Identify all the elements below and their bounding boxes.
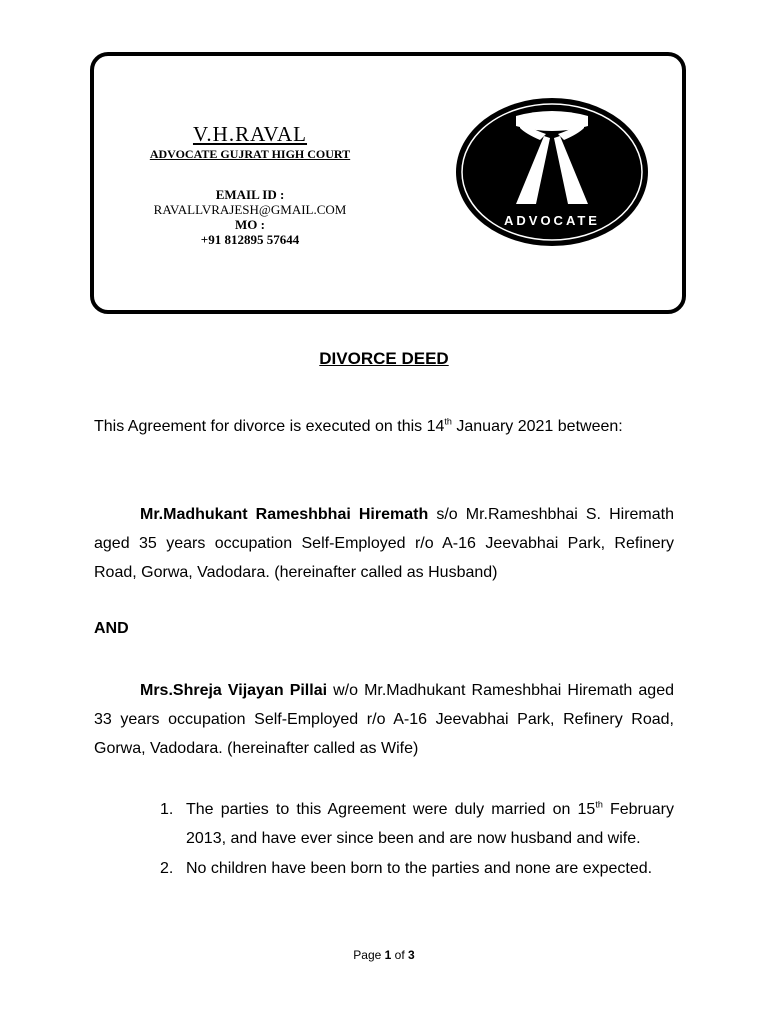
intro-date-suffix: th [444, 416, 452, 427]
list-item-text: No children have been born to the parties and none are expected. [186, 860, 653, 877]
contact-block [124, 187, 376, 247]
mobile-label: MO : [235, 217, 265, 232]
advocate-name: V.H.RAVAL [192, 122, 308, 146]
wife-details: w/o Mr.Madhukant Rameshbhai Hiremath aged 33 years occupation Self-Employed r/o A-16 Jeevabhai Park, Refinery Road, Gorwa, Vadodara. (hereinafter called as Wife) [94, 682, 674, 757]
total-pages: 3 [408, 948, 415, 962]
intro-text: This Agreement for divorce is executed on this 14 [94, 418, 445, 435]
wife-name: Mrs.Shreja Vijayan Pillai [140, 682, 328, 699]
letterhead [90, 52, 686, 314]
terms-list [160, 795, 674, 884]
list-item-date-suffix: th [595, 799, 603, 810]
list-item-number: 1. [160, 801, 174, 818]
and-heading: AND [94, 620, 129, 637]
logo-text: ADVOCATE [504, 213, 600, 228]
list-item-text-end: February 2013, and have ever since been and are now husband and wife. [186, 801, 675, 847]
email-address: RAVALLVRAJESH@GMAIL.COM [153, 202, 347, 217]
advocate-title: ADVOCATE GUJRAT HIGH COURT [149, 147, 351, 161]
intro-paragraph [94, 412, 674, 441]
list-item [160, 854, 674, 883]
list-item [160, 795, 674, 853]
email-label: EMAIL ID : [215, 187, 285, 202]
intro-text-end: January 2021 between: [451, 418, 623, 435]
page-word: Page [353, 948, 382, 962]
advocate-logo [454, 96, 650, 248]
husband-paragraph [94, 500, 674, 587]
of-word: of [394, 948, 405, 962]
husband-details: s/o Mr.Rameshbhai S. Hiremath aged 35 years occupation Self-Employed r/o A-16 Jeevabhai Park, Refinery Road, Gorwa, Vadodara. (hereinafter called as Husband) [94, 506, 674, 581]
advocate-details [124, 122, 376, 247]
mobile-number: +91 812895 57644 [200, 232, 300, 247]
current-page: 1 [384, 948, 392, 962]
wife-paragraph [94, 676, 674, 763]
husband-name: Mr.Madhukant Rameshbhai Hiremath [140, 506, 429, 523]
page-footer [0, 948, 768, 962]
list-item-text: The parties to this Agreement were duly married on 15 [186, 801, 596, 818]
list-item-number: 2. [160, 860, 174, 877]
document-title: DIVORCE DEED [319, 349, 449, 368]
